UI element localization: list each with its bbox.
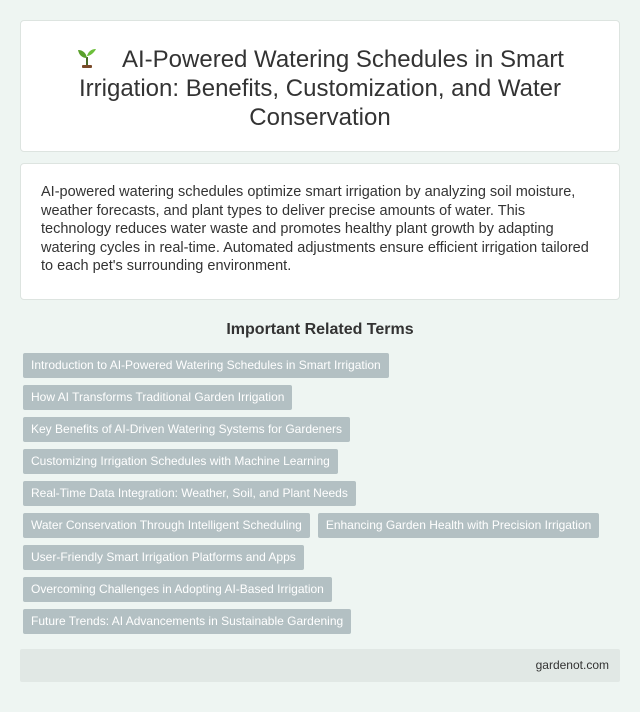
- related-term-tag[interactable]: User-Friendly Smart Irrigation Platforms and Apps: [23, 545, 304, 570]
- related-term-tag[interactable]: Overcoming Challenges in Adopting AI-Based Irrigation: [23, 577, 332, 602]
- title-card: [20, 20, 620, 152]
- related-term-tag[interactable]: Enhancing Garden Health with Precision Irrigation: [318, 513, 599, 538]
- footer: [20, 649, 620, 682]
- related-term-tag[interactable]: How AI Transforms Traditional Garden Irrigation: [23, 385, 292, 410]
- related-term-tag[interactable]: Water Conservation Through Intelligent Scheduling: [23, 513, 310, 538]
- related-term-tag[interactable]: Future Trends: AI Advancements in Sustainable Gardening: [23, 609, 351, 634]
- sprout-icon: [76, 47, 98, 69]
- summary-text: AI-powered watering schedules optimize smart irrigation by analyzing soil moisture, weather forecasts, and plant types to deliver precise amounts of water. This technology reduces water waste and promotes healthy plant growth by adapting watering cycles in real-time. Automated adjustments ensure efficient irrigation tailored to each pet's surrounding environment.: [41, 184, 589, 275]
- related-term-tag[interactable]: Real-Time Data Integration: Weather, Soil, and Plant Needs: [23, 481, 356, 506]
- related-term-tag[interactable]: Introduction to AI-Powered Watering Schedules in Smart Irrigation: [23, 353, 389, 378]
- related-terms-heading: Important Related Terms: [226, 321, 414, 338]
- page-title: [61, 45, 579, 132]
- footer-site-link[interactable]: gardenot.com: [535, 658, 609, 672]
- related-term-tag[interactable]: Key Benefits of AI-Driven Watering Systems for Gardeners: [23, 417, 350, 442]
- page-title-text: AI-Powered Watering Schedules in Smart Irrigation: Benefits, Customization, and Water Conservation: [79, 46, 564, 131]
- related-terms-list: [23, 353, 623, 641]
- related-term-tag[interactable]: Customizing Irrigation Schedules with Machine Learning: [23, 449, 338, 474]
- summary-card: [20, 163, 620, 300]
